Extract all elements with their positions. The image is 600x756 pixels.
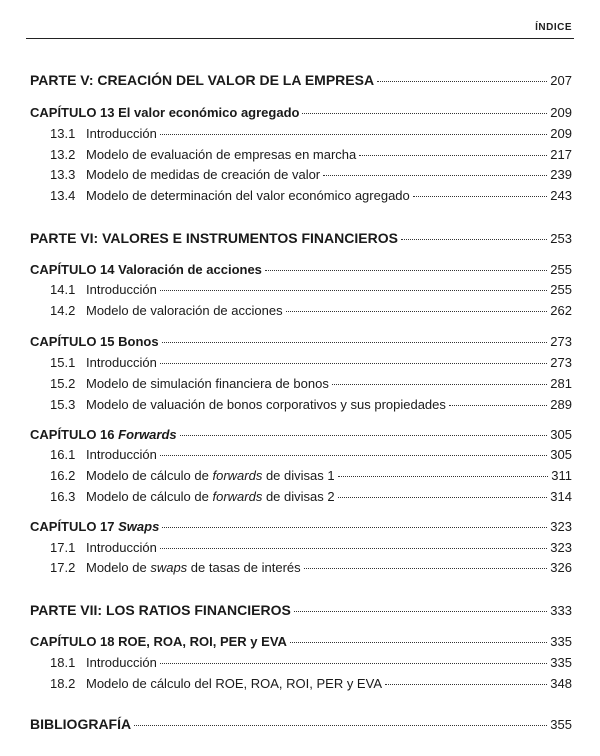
toc-entry-label: CAPÍTULO 14 Valoración de acciones — [30, 262, 262, 277]
toc-entry-section — [50, 303, 572, 318]
page-number: 305 — [550, 447, 572, 462]
dot-leader — [302, 113, 547, 114]
page-number: 209 — [550, 105, 572, 120]
dot-leader — [413, 196, 548, 197]
section-number: 13.3 — [50, 167, 76, 182]
dot-leader — [338, 476, 549, 477]
chapter-title: Bonos — [118, 334, 159, 349]
toc-entry-section — [50, 468, 572, 483]
page-number: 333 — [550, 603, 572, 618]
italic-term: swaps — [150, 560, 188, 575]
section-number: 14.1 — [50, 282, 76, 297]
toc-entry-label: 16.1 Introducción — [50, 447, 157, 462]
section-number: 16.2 — [50, 468, 76, 483]
toc-entry-label: 14.1 Introducción — [50, 282, 157, 297]
section-number: 15.3 — [50, 397, 76, 412]
page-number: 255 — [550, 282, 572, 297]
toc-entry-section — [50, 560, 572, 575]
toc-entry-chapter — [30, 634, 572, 649]
chapter-title: Swaps — [118, 519, 160, 534]
toc-entry-label: PARTE VII: LOS RATIOS FINANCIEROS — [30, 602, 291, 618]
toc-entry-section — [50, 447, 572, 462]
page-number: 323 — [550, 519, 572, 534]
toc-entry-label: BIBLIOGRAFÍA — [30, 716, 132, 732]
toc-entry-section — [50, 167, 572, 182]
toc-entry-chapter — [30, 262, 572, 277]
dot-leader — [385, 684, 547, 685]
toc-entry-section — [50, 188, 572, 203]
toc-entry-label: CAPÍTULO 17 Swaps — [30, 519, 160, 534]
toc-entry-label: 18.1 Introducción — [50, 655, 157, 670]
dot-leader — [294, 611, 547, 612]
toc-entry-label: 17.2 Modelo de swaps de tasas de interés — [50, 560, 301, 575]
page-number: 255 — [550, 262, 572, 277]
toc-entry-section — [50, 540, 572, 555]
page-number: 239 — [550, 167, 572, 182]
dot-leader — [160, 455, 547, 456]
page-number: 273 — [550, 355, 572, 370]
section-number: 16.3 — [50, 489, 76, 504]
toc-entry-section — [50, 147, 572, 162]
section-number: 15.1 — [50, 355, 76, 370]
page-number: 314 — [550, 489, 572, 504]
dot-leader — [449, 405, 547, 406]
header-rule — [26, 38, 574, 39]
toc-entry-label: 13.1 Introducción — [50, 126, 157, 141]
page-number: 262 — [550, 303, 572, 318]
page-number: 209 — [550, 126, 572, 141]
dot-leader — [304, 568, 548, 569]
running-header: ÍNDICE — [535, 22, 572, 33]
toc-entry-label: CAPÍTULO 16 Forwards — [30, 427, 177, 442]
section-number: 17.2 — [50, 560, 76, 575]
dot-leader — [290, 642, 547, 643]
dot-leader — [401, 239, 547, 240]
dot-leader — [323, 175, 547, 176]
toc-entry-label: 13.3 Modelo de medidas de creación de valor — [50, 167, 321, 182]
page-number: 348 — [550, 676, 572, 691]
page-number: 273 — [550, 334, 572, 349]
toc-entry-label: 18.2 Modelo de cálculo del ROE, ROA, ROI, PER y EVA — [50, 676, 382, 691]
toc-entry-label: CAPÍTULO 18 ROE, ROA, ROI, PER y EVA — [30, 634, 287, 649]
page-number: 207 — [550, 73, 572, 88]
toc-entry-label: 13.2 Modelo de evaluación de empresas en marcha — [50, 147, 357, 162]
toc-entry-label: 15.3 Modelo de valuación de bonos corporativos y sus propiedades — [50, 397, 446, 412]
page-number: 305 — [550, 427, 572, 442]
page-number: 311 — [551, 468, 572, 483]
page-number: 289 — [550, 397, 572, 412]
section-number: 13.1 — [50, 126, 76, 141]
page-number: 335 — [550, 655, 572, 670]
chapter-title: ROE, ROA, ROI, PER y EVA — [118, 634, 287, 649]
toc-entry-label: 14.2 Modelo de valoración de acciones — [50, 303, 283, 318]
toc-entry-label: PARTE VI: VALORES E INSTRUMENTOS FINANCIEROS — [30, 230, 398, 246]
italic-term: forwards — [212, 489, 263, 504]
section-number: 16.1 — [50, 447, 76, 462]
toc-entry-chapter — [30, 427, 572, 442]
dot-leader — [160, 363, 547, 364]
section-number: 14.2 — [50, 303, 76, 318]
toc-entry-chapter — [30, 105, 572, 120]
toc-entry-label: 15.2 Modelo de simulación financiera de bonos — [50, 376, 329, 391]
italic-term: forwards — [212, 468, 263, 483]
chapter-title: Forwards — [118, 427, 177, 442]
toc-entry-section — [50, 676, 572, 691]
dot-leader — [162, 527, 547, 528]
section-number: 17.1 — [50, 540, 76, 555]
section-number: 13.4 — [50, 188, 76, 203]
toc-entry-label: 17.1 Introducción — [50, 540, 157, 555]
chapter-title: Valoración de acciones — [118, 262, 262, 277]
page-number: 326 — [550, 560, 572, 575]
toc-entry-part — [30, 230, 572, 246]
page-number: 217 — [550, 147, 572, 162]
section-number: 15.2 — [50, 376, 76, 391]
page-number: 281 — [550, 376, 572, 391]
page-number: 323 — [550, 540, 572, 555]
section-number: 13.2 — [50, 147, 76, 162]
toc-entry-label: 16.3 Modelo de cálculo de forwards de divisas 2 — [50, 489, 335, 504]
page-number: 335 — [550, 634, 572, 649]
toc-entry-section — [50, 376, 572, 391]
dot-leader — [160, 134, 547, 135]
page-number: 355 — [550, 717, 572, 732]
dot-leader — [359, 155, 547, 156]
dot-leader — [286, 311, 548, 312]
dot-leader — [180, 435, 548, 436]
toc-entry-section — [50, 355, 572, 370]
chapter-title: El valor económico agregado — [118, 105, 300, 120]
page-number: 253 — [550, 231, 572, 246]
toc-entry-part — [30, 72, 572, 88]
dot-leader — [332, 384, 547, 385]
dot-leader — [160, 548, 547, 549]
toc-entry-label: CAPÍTULO 15 Bonos — [30, 334, 159, 349]
toc-entry-label: CAPÍTULO 13 El valor económico agregado — [30, 105, 300, 120]
toc-entry-section — [50, 489, 572, 504]
toc-entry-section — [50, 282, 572, 297]
toc-entry-label: PARTE V: CREACIÓN DEL VALOR DE LA EMPRESA — [30, 72, 375, 88]
toc-entry-part — [30, 602, 572, 618]
section-number: 18.1 — [50, 655, 76, 670]
dot-leader — [265, 270, 547, 271]
dot-leader — [162, 342, 548, 343]
toc-entry-label: 15.1 Introducción — [50, 355, 157, 370]
toc-entry-label: 16.2 Modelo de cálculo de forwards de divisas 1 — [50, 468, 335, 483]
toc-entry-part — [30, 716, 572, 732]
toc-entry-section — [50, 655, 572, 670]
toc-entry-section — [50, 126, 572, 141]
toc-entry-chapter — [30, 519, 572, 534]
dot-leader — [338, 497, 548, 498]
page-number: 243 — [550, 188, 572, 203]
dot-leader — [134, 725, 547, 726]
section-number: 18.2 — [50, 676, 76, 691]
dot-leader — [160, 663, 547, 664]
dot-leader — [377, 81, 547, 82]
toc-entry-section — [50, 397, 572, 412]
toc-entry-label: 13.4 Modelo de determinación del valor económico agregado — [50, 188, 410, 203]
toc-entry-chapter — [30, 334, 572, 349]
dot-leader — [160, 290, 547, 291]
